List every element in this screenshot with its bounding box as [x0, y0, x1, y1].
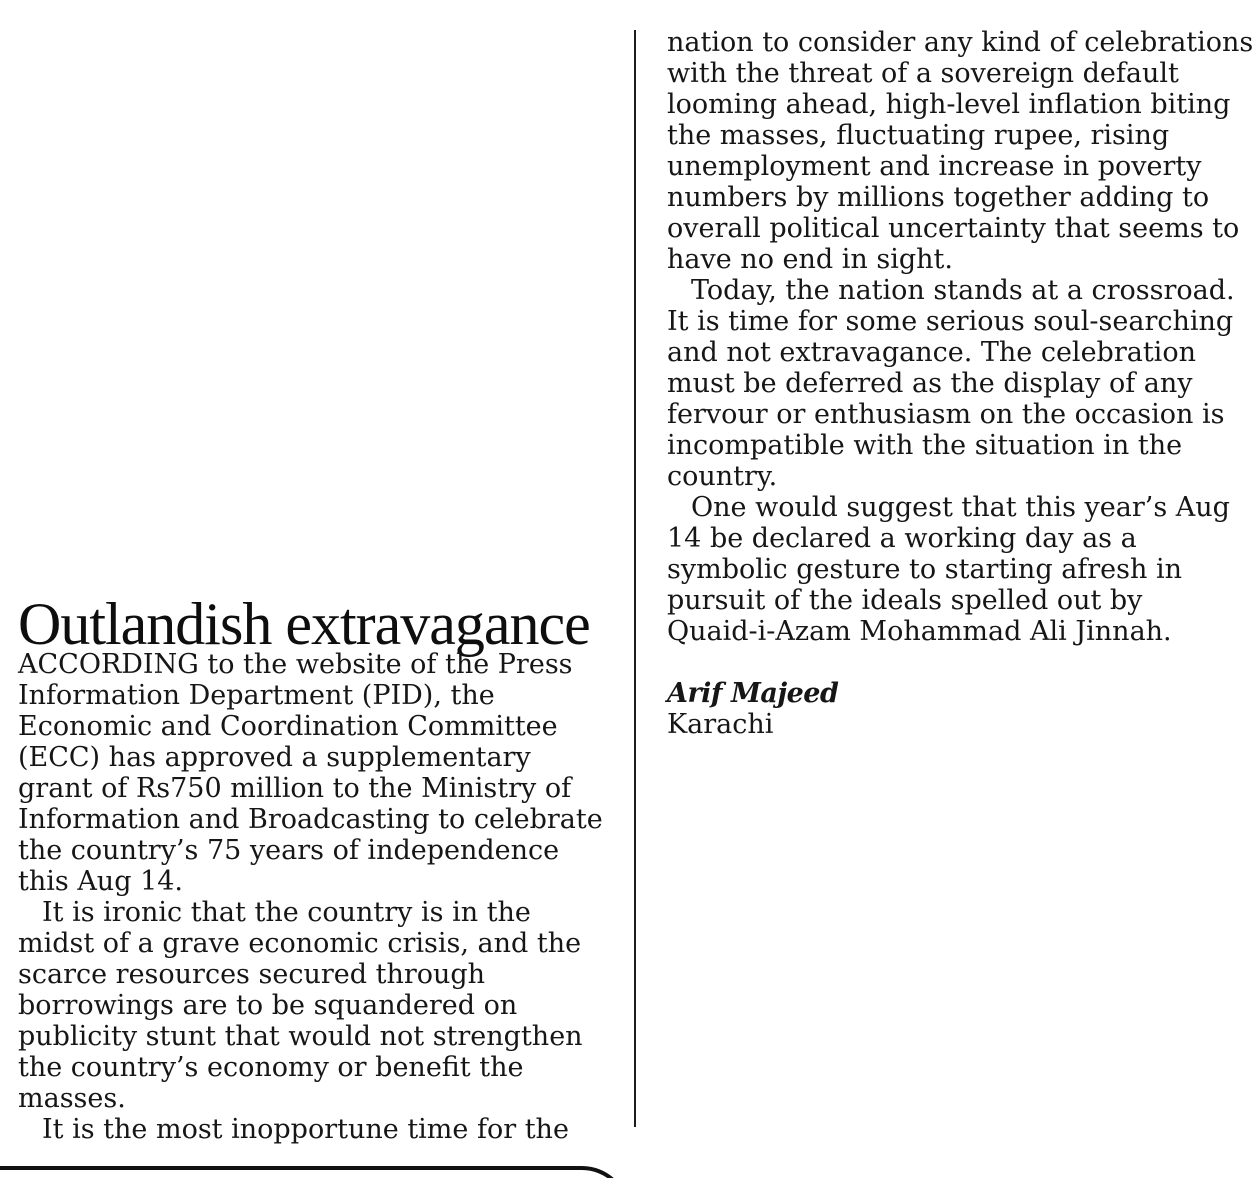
signature-author: Arif Majeed [667, 678, 839, 709]
body-line: the country’s 75 years of independence [18, 835, 560, 866]
body-line: It is time for some serious soul-searching [667, 306, 1234, 337]
right-column [667, 27, 1254, 740]
body-line: (ECC) has approved a supplementary [18, 742, 531, 773]
body-line: with the threat of a sovereign default [667, 58, 1179, 89]
body-line: must be deferred as the display of any [667, 368, 1193, 399]
body-line: nation to consider any kind of celebrations [667, 27, 1254, 58]
body-line: masses. [18, 1083, 126, 1114]
body-line: pursuit of the ideals spelled out by [667, 585, 1143, 616]
body-line: overall political uncertainty that seems to [667, 213, 1240, 244]
body-line: the masses, fluctuating rupee, rising [667, 120, 1170, 151]
body-line: country. [667, 461, 778, 492]
body-line: publicity stunt that would not strengthen [18, 1021, 583, 1052]
body-line: fervour or enthusiasm on the occasion is [667, 399, 1225, 430]
body-line: symbolic gesture to starting afresh in [667, 554, 1183, 585]
body-line: Information Department (PID), the [18, 680, 495, 711]
signature-block [667, 678, 1242, 740]
body-line: scarce resources secured through [18, 959, 486, 990]
body-line: this Aug 14. [18, 866, 184, 897]
right-column-text [667, 27, 1255, 647]
body-line: looming ahead, high-level inflation biting [667, 89, 1231, 120]
signature-city: Karachi [667, 709, 774, 740]
body-line: borrowings are to be squandered on [18, 990, 518, 1021]
next-letter-box-outline [0, 1166, 630, 1178]
body-line: numbers by millions together adding to [667, 182, 1210, 213]
body-line: unemployment and increase in poverty [667, 151, 1202, 182]
body-line: One would suggest that this year’s Aug [691, 492, 1230, 523]
body-line: It is ironic that the country is in the [42, 897, 531, 928]
body-line: Information and Broadcasting to celebrate [18, 804, 603, 835]
body-line: have no end in sight. [667, 244, 953, 275]
body-line: Economic and Coordination Committee [18, 711, 558, 742]
body-line: and not extravagance. The celebration [667, 337, 1196, 368]
column-divider [634, 30, 636, 1127]
body-line: Quaid-i-Azam Mohammad Ali Jinnah. [667, 616, 1172, 647]
left-column-text [18, 649, 624, 1145]
body-line: the country’s economy or benefit the [18, 1052, 524, 1083]
body-line: It is the most inopportune time for the [42, 1114, 569, 1145]
body-line: incompatible with the situation in the [667, 430, 1183, 461]
body-line: 14 be declared a working day as a [667, 523, 1137, 554]
body-line: Today, the nation stands at a crossroad. [691, 275, 1235, 306]
body-line: midst of a grave economic crisis, and the [18, 928, 582, 959]
body-line: grant of Rs750 million to the Ministry of [18, 773, 572, 804]
article-headline: Outlandish extravagance [18, 591, 590, 658]
body-line: ACCORDING to the website of the Press [18, 649, 573, 680]
